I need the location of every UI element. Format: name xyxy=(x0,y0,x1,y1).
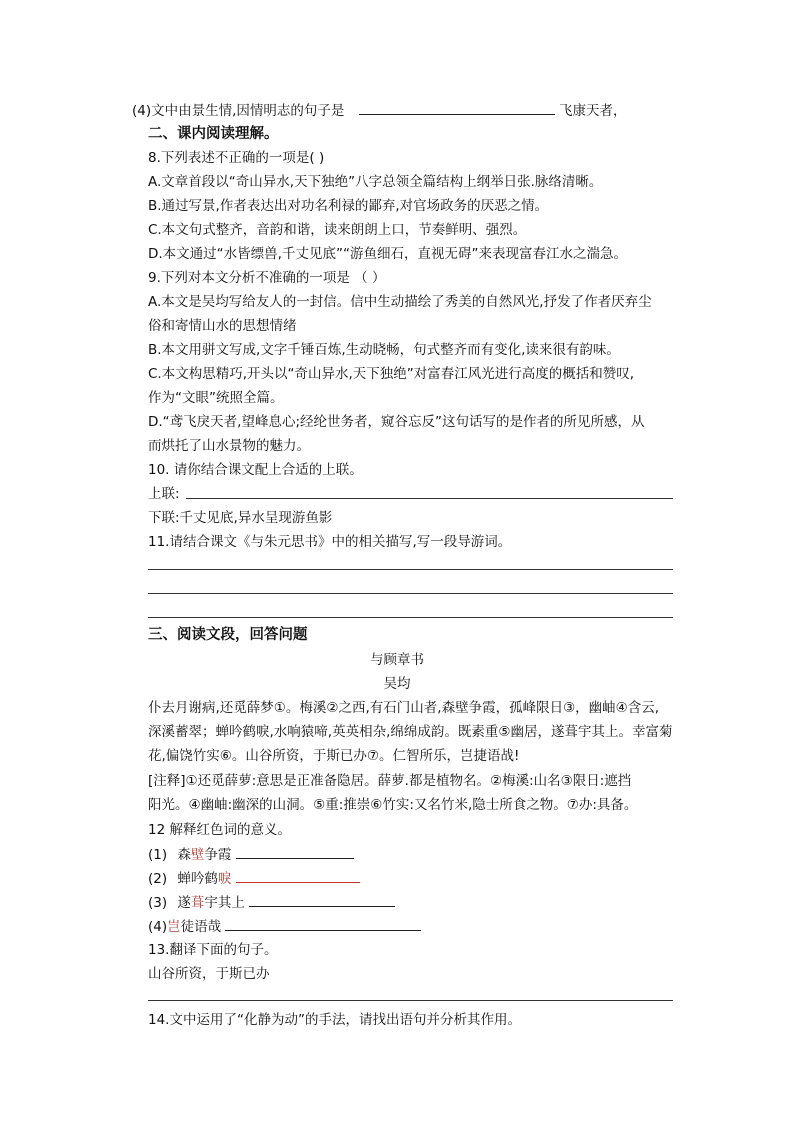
q12-item-1-text-post: 争霞 xyxy=(204,847,232,863)
q12-item-4-answer-blank[interactable] xyxy=(225,916,421,931)
q12-item-2-answer-blank[interactable] xyxy=(236,868,360,883)
q11-answer-line-2[interactable] xyxy=(148,593,673,594)
notes-line-2: 阳光。④幽岫:幽深的山洞。⑤重:推崇⑥竹实:又名竹米,隐士所食之物。⑦办:具备。 xyxy=(148,797,638,813)
q12-item-3-text-pre: 遂 xyxy=(177,895,191,911)
q13-answer-line[interactable] xyxy=(148,1000,673,1001)
q12-item-4-red-word: 岂 xyxy=(167,919,181,935)
q4-prefix: (4)文中由景生情,因情明志的句子是 xyxy=(132,103,345,119)
q12-item-1-red-word: 壁 xyxy=(190,847,205,863)
q12-item-1-answer-blank[interactable] xyxy=(236,844,354,859)
q12-stem: 12 解释红色词的意义。 xyxy=(148,822,291,838)
q9-option-d-cont: 而烘托了山水景物的魅力。 xyxy=(148,438,310,454)
q12-item-3-text-post: 宇其上 xyxy=(204,895,245,911)
q13-sentence: 山谷所资，于斯已办 xyxy=(148,966,270,982)
q11-answer-line-3[interactable] xyxy=(148,617,673,618)
q9-option-b: B.本文用骈文写成,文字千锤百炼,生动晓畅，句式整齐而有变化,读来很有韵味。 xyxy=(148,342,620,358)
q10-upper-answer-blank[interactable] xyxy=(186,498,673,499)
q8-option-b: B.通过写景,作者表达出对功名利禄的鄙弃,对官场政务的厌恶之情。 xyxy=(148,198,549,214)
q12-item-3 xyxy=(148,892,395,913)
q10-upper-label: 上联: xyxy=(148,486,180,502)
q12-item-2-number: (2) xyxy=(148,871,168,887)
passage-title: 与顾章书 xyxy=(370,652,424,668)
q4-suffix: 飞康天者， xyxy=(559,103,627,119)
q8-stem: 8.下列表述不正确的一项是( ) xyxy=(148,150,325,166)
q12-item-3-red-word: 葺 xyxy=(190,895,205,911)
q12-item-4-text-post: 徒语哉 xyxy=(180,919,222,935)
q12-item-4 xyxy=(148,916,421,937)
section3-title: 三、阅读文段，回答问题 xyxy=(148,627,308,643)
section2-title: 二、课内阅读理解。 xyxy=(148,126,279,142)
q12-item-4-number: (4) xyxy=(148,919,168,935)
q14-stem: 14.文中运用了“化静为动”的手法，请找出语句并分析其作用。 xyxy=(148,1012,521,1028)
notes-line-1: [注释]①还觅薛萝:意思是正准备隐居。薛萝.都是植物名。②梅溪:山名③限日:遮挡 xyxy=(148,773,632,789)
q10-stem: 10. 请你结合课文配上合适的上联。 xyxy=(148,462,363,478)
q9-option-a: A.本文是吴均写给友人的一封信。信中生动描绘了秀美的自然风光,抒发了作者厌弃尘 xyxy=(148,294,652,310)
q11-answer-line-1[interactable] xyxy=(148,569,673,570)
passage-line-3: 花,偏饶竹实⑥。山谷所资，于斯已办⑦。仁智所乐，岂捷语战! xyxy=(148,748,520,764)
q12-item-3-number: (3) xyxy=(148,895,168,911)
q12-item-2 xyxy=(148,868,360,889)
passage-line-1: 仆去月谢病,还觅薛梦①。梅溪②之西,有石门山者,森壁争霞，孤峰限日③，幽岫④含云, xyxy=(148,700,660,716)
passage-author: 吴均 xyxy=(383,676,411,692)
q12-item-2-text-pre: 蝉吟鹤 xyxy=(177,871,218,887)
q4-answer-blank[interactable] xyxy=(359,100,555,115)
q12-item-1-text-pre: 森 xyxy=(177,847,191,863)
q9-option-c: C.本文构思精巧,开头以“奇山异水,天下独绝”对富春江风光进行高度的概括和赞叹, xyxy=(148,366,635,382)
q8-option-c: C.本文句式整齐，音韵和谐，读来朗朗上口，节奏鲜明、强烈。 xyxy=(148,222,527,238)
passage-line-2: 深溪蓄翠；蝉吟鹤唳,水响猿啼,英英相杂,绵绵成韵。既素重⑤幽居，遂葺宇其上。幸富菊 xyxy=(148,724,673,740)
q11-stem: 11.请结合课文《与朱元思书》中的相关描写,写一段导游词。 xyxy=(148,534,512,550)
q13-stem: 13.翻译下面的句子。 xyxy=(148,942,278,958)
q4-line xyxy=(132,100,627,121)
q8-option-a: A.文章首段以“奇山异水,天下独绝”八字总领全篇结构上纲举日张.脉络清晰。 xyxy=(148,174,603,190)
q9-option-d: D.“鸢飞戾天者,望峰息心;经纶世务者，窥谷忘反”这句话写的是作者的所见所感，从 xyxy=(148,414,645,430)
q9-option-a-cont: 俗和寄情山水的思想情绪 xyxy=(148,318,297,334)
q12-item-3-answer-blank[interactable] xyxy=(249,892,395,907)
q12-item-2-red-word: 唳 xyxy=(217,871,232,887)
q9-stem: 9.下列对本文分析不准确的一项是 （ ） xyxy=(148,270,386,286)
q10-lower: 下联:千丈见底,异水呈现游鱼影 xyxy=(148,510,333,526)
q12-item-1 xyxy=(148,844,354,865)
q10-upper-line xyxy=(148,484,180,504)
q8-option-d: D.本文通过“水皆缥兽,千丈见底”“游鱼细石，直视无碍”来表现富春江水之湍急。 xyxy=(148,246,627,262)
q9-option-c-cont: 作为“文眼”统照全篇。 xyxy=(148,390,284,406)
q12-item-1-number: (1) xyxy=(148,847,168,863)
